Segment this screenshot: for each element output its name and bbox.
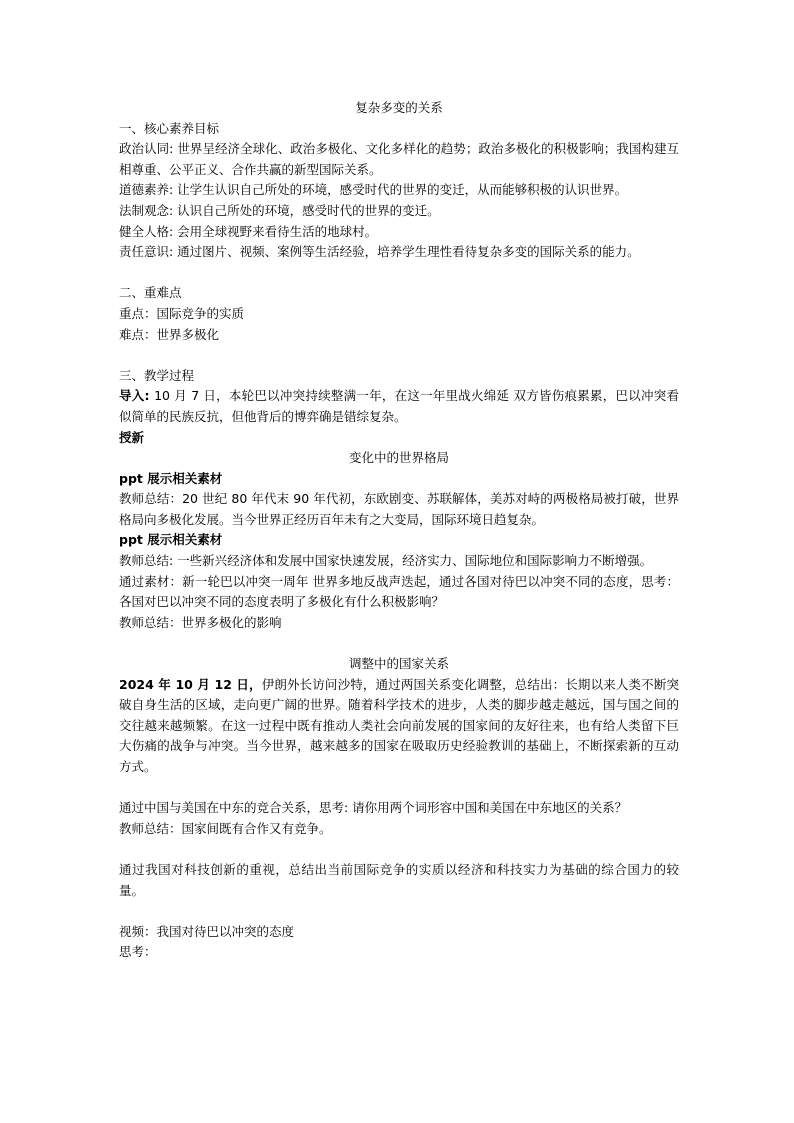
- summary-text: 20 世纪 80 年代末 90 年代初，东欧剧变、苏联解体，美苏对峙的两极格局被打破，世界格局向多极化发展。当今世界正经历百年未有之大变局，国际环境日趋复杂。: [119, 491, 679, 527]
- spacer: [119, 901, 679, 922]
- summary-label: 教师总结：: [119, 491, 183, 507]
- spacer: [119, 839, 679, 860]
- goal-law: 法制观念: 认识自己所处的环境，感受时代的世界的变迁。: [119, 202, 440, 218]
- intro-label: 导入:: [119, 388, 155, 404]
- document-title: 复杂多变的关系: [355, 100, 443, 115]
- teacher-summary-2: 教师总结: 一些新兴经济体和发展中国家快速发展，经济实力、国际地位和国际影响力不断增强。: [119, 553, 653, 569]
- paragraph-date: 2024 年 10 月 12 日，: [119, 676, 262, 692]
- video-line: 视频：我国对待巴以冲突的态度: [119, 923, 295, 939]
- section-heading-keypoints: 二、重难点: [119, 285, 182, 301]
- iran-saudi-paragraph: [119, 675, 679, 778]
- goal-personality: 健全人格: 会用全球视野来看待生活的地球村。: [119, 223, 378, 239]
- section-heading-goals: 一、核心素养目标: [119, 120, 220, 136]
- spacer: [119, 633, 679, 654]
- section-heading-process: 三、教学过程: [119, 367, 195, 383]
- ppt-material-2: ppt 展示相关素材: [119, 532, 223, 548]
- difficult-point: 难点：世界多极化: [119, 326, 220, 342]
- teacher-summary-3: 教师总结：世界多极化的影响: [119, 614, 282, 630]
- spacer: [119, 345, 679, 366]
- subsection-title-world-pattern: 变化中的世界格局: [348, 450, 449, 466]
- material-question: 通过素材：新一轮巴以冲突一周年 世界多地反战声迭起，通过各国对待巴以冲突不同的态度，思考：各国对巴以冲突不同的态度表明了多极化有什么积极影响？: [119, 573, 679, 610]
- spacer: [119, 778, 679, 799]
- new-lesson-label: 授新: [119, 429, 145, 445]
- think-line: 思考：: [119, 944, 157, 960]
- spacer: [119, 263, 679, 284]
- goal-responsibility: 责任意识: 通过图片、视频、案例等生活经验，培养学生理性看待复杂多变的国际关系的能力。: [119, 244, 640, 260]
- intro-text: 10 月 7 日，本轮巴以冲突持续整满一年，在这一年里战火绵延 双方皆伤痕累累，巴以冲突看似简单的民族反抗，但他背后的博弈确是错综复杂。: [119, 388, 679, 424]
- paragraph-text: 伊朗外长访问沙特，通过两国关系变化调整，总结出：长期以来人类不断突破自身生活的区域，走向更广阔的世界。随着科学技术的进步，人类的脚步越走越远，国与国之间的交往越来越频繁。在这一过程中既有推动人类社会向前发展的国家间的友好往来，也有给人类留下巨大伤痛的战争与冲突。当今世界，越来越多的国家在吸取历史经验教训的基础上，不断探索新的互动方式。: [119, 676, 679, 774]
- subsection-title-national-relations: 调整中的国家关系: [348, 656, 449, 672]
- innovation-paragraph: 通过我国对科技创新的重视，总结出当前国际竞争的实质以经济和科技实力为基础的综合国力的较量。: [119, 861, 679, 898]
- goal-moral: 道德素养: 让学生认识自己所处的环境，感受时代的世界的变迁，从而能够积极的认识世界。: [119, 182, 628, 198]
- goal-political: 政治认同: 世界呈经济全球化、政治多极化、文化多样化的趋势；政治多极化的积极影响；我国构建互相尊重、公平正义、合作共赢的新型国际关系。: [119, 141, 679, 177]
- document-page: [119, 98, 679, 963]
- key-point: 重点：国际竞争的实质: [119, 305, 245, 321]
- intro-paragraph: [119, 386, 679, 427]
- ppt-material-1: ppt 展示相关素材: [119, 470, 223, 486]
- teacher-summary-1: [119, 489, 679, 530]
- china-us-question: 通过中国与美国在中东的竞合关系，思考: 请你用两个词形容中国和美国在中东地区的关系？: [119, 800, 628, 816]
- teacher-summary-4: 教师总结：国家间既有合作又有竞争。: [119, 820, 332, 836]
